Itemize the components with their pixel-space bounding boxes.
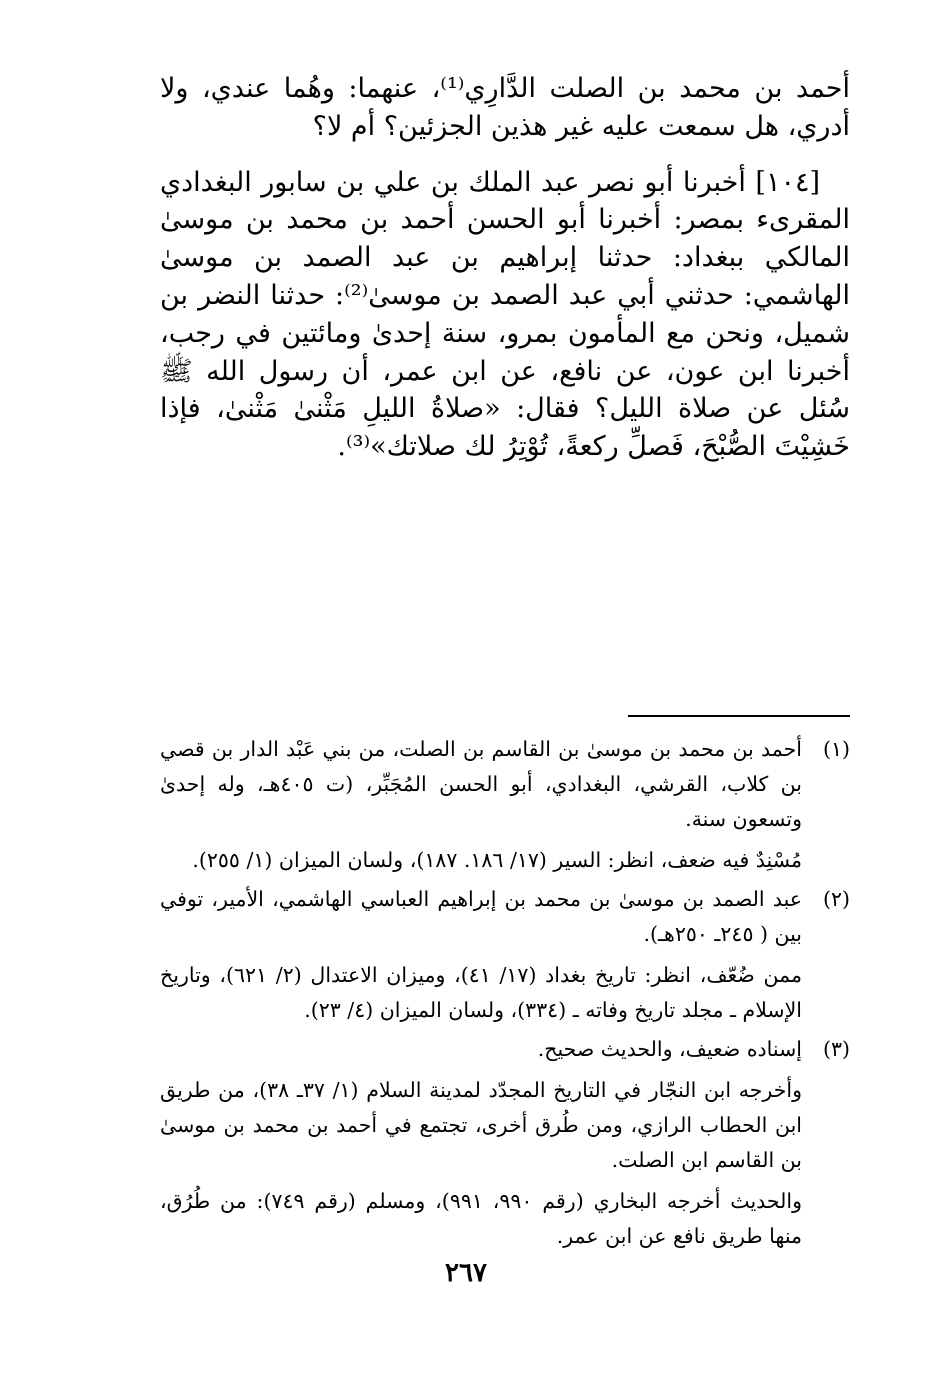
footnote-paragraph: ممن ضُعّف، انظر: تاريخ بغداد (١٧/ ٤١)، وميزان الاعتدال (٢/ ٦٢١)، وتاريخ الإسلام ـ مجلد تاريخ وفاته ـ (٣٣٤)، ولسان الميزان (٤/ ٢٣). (160, 963, 802, 1022)
footnote-paragraph: أحمد بن محمد بن موسىٰ بن القاسم بن الصلت، من بني عَبْد الدار بن قصي بن كلاب، القرشي، البغدادي، أبو الحسن المُجَبِّر، (ت ٤٠٥هـ، وله إحدىٰ وتسعون سنة. (160, 737, 802, 831)
footnote-separator (628, 715, 850, 717)
footnote-body (160, 1032, 802, 1254)
page-number: ٢٦٧ (445, 1258, 487, 1288)
footnote-number: (٢) (822, 887, 850, 911)
footnote-paragraph: والحديث أخرجه البخاري (رقم ٩٩٠، ٩٩١)، ومسلم (رقم ٧٤٩): من طُرُق، منها طريق نافع عن ابن عمر. (160, 1189, 802, 1248)
main-text (160, 70, 850, 466)
footnote-number: (٣) (822, 1037, 850, 1061)
footnote-body (160, 882, 802, 1028)
footnote-number: (١) (822, 737, 850, 761)
footnote (160, 1032, 850, 1254)
footnotes (160, 732, 850, 1254)
footnote (160, 732, 850, 878)
footnote (160, 882, 850, 1028)
hadith-paragraph: [١٠٤] أخبرنا أبو نصر عبد الملك بن علي بن سابور البغدادي المقرىء بمصر: أخبرنا أبو الحسن أحمد بن محمد بن موسىٰ المالكي ببغداد: حدثنا إبراهيم بن عبد الصمد بن موسىٰ الهاشمي: حدثني أبي عبد الصمد بن موسىٰ⁽²⁾: حدثنا النضر بن شميل، ونحن مع المأمون بمرو، سنة إحدىٰ ومائتين في رجب، أخبرنا ابن عون، عن نافع، عن ابن عمر، أن رسول الله ﷺ سُئل عن صلاة الليل؟ فقال: «صلاةُ الليلِ مَثْنىٰ مَثْنىٰ، فإذا خَشِيْتَ الصُّبْحَ، فَصلِّ ركعةً، تُوْتِرُ لك صلاتك»⁽³⁾. (160, 166, 851, 463)
footnote-paragraph: وأخرجه ابن النجّار في التاريخ المجدّد لمدينة السلام (١/ ٣٧ـ ٣٨)، من طريق ابن الحطاب الرازي، ومن طُرق أخرى، تجتمع في أحمد بن محمد بن موسىٰ بن القاسم ابن الصلت. (160, 1078, 802, 1172)
paragraph: أحمد بن محمد بن الصلت الدَّارِي⁽¹⁾، عنهما: وهُما عندي، ولا أدري، هل سمعت عليه غير هذين الجزئين؟ أم لا؟ (160, 73, 850, 142)
footnote-paragraph: عبد الصمد بن موسىٰ بن محمد بن إبراهيم العباسي الهاشمي، الأمير، توفي بين ( ٢٤٥ـ ٢٥٠هـ). (160, 887, 802, 946)
footnote-body (160, 732, 802, 878)
footnote-paragraph: مُسْنِدٌ فيه ضعف، انظر: السير (١٧/ ١٨٦. ١٨٧)، ولسان الميزان (١/ ٢٥٥). (192, 848, 802, 872)
footnote-paragraph: إسناده ضعيف، والحديث صحيح. (537, 1037, 802, 1061)
